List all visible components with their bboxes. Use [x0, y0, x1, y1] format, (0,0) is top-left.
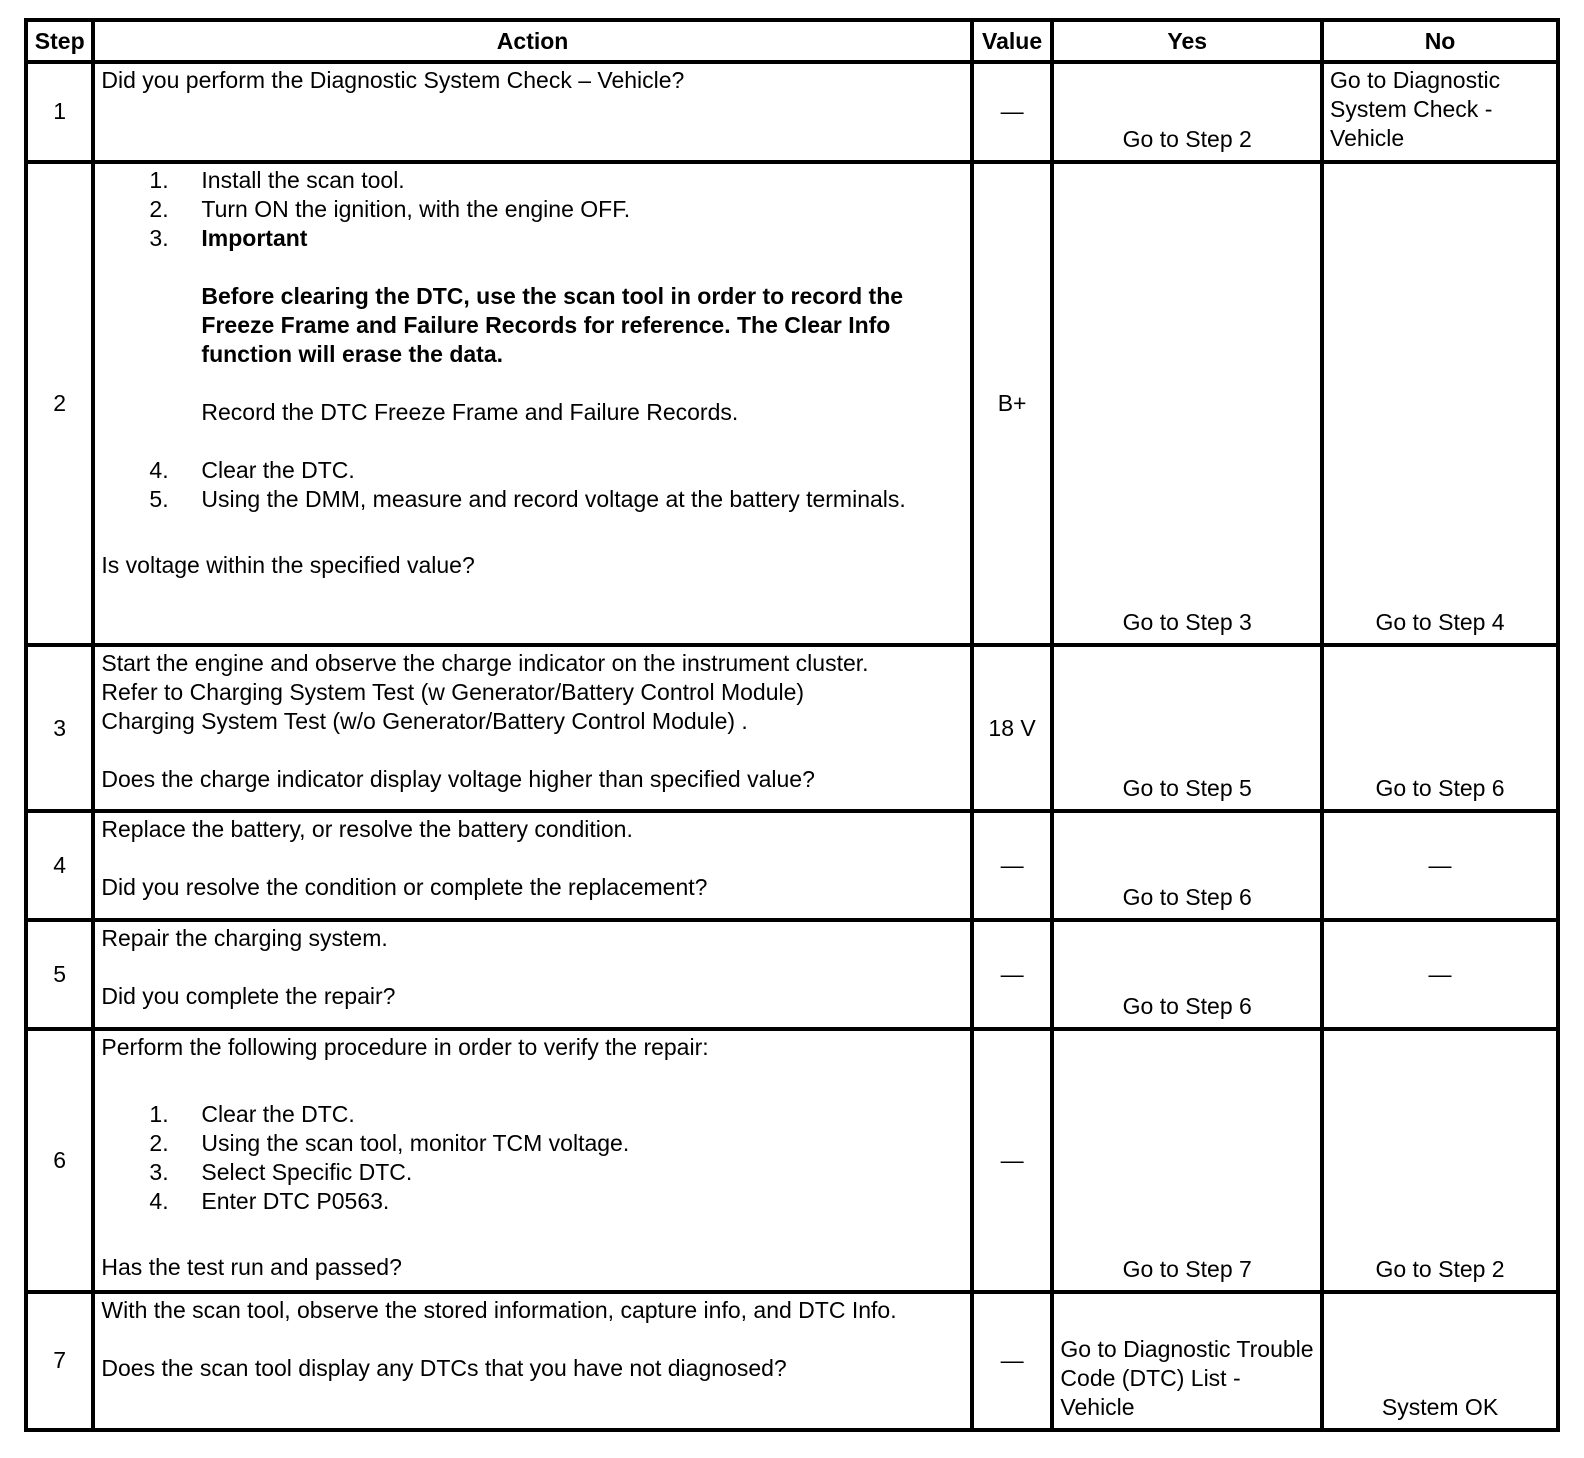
- step-number: 3: [26, 645, 93, 811]
- action-question: Did you resolve the condition or complete the replacement?: [101, 874, 708, 901]
- list-text: Clear the DTC.: [201, 456, 355, 483]
- list-number: 1.: [149, 1101, 169, 1128]
- table-row: [26, 162, 1558, 646]
- no-cell: Go to Diagnostic System Check - Vehicle: [1322, 62, 1558, 162]
- list-number: 2.: [149, 1130, 169, 1157]
- procedure-list: [101, 1100, 963, 1216]
- list-item: [101, 456, 963, 485]
- action-question: Is voltage within the specified value?: [101, 551, 475, 578]
- list-text: Select Specific DTC.: [201, 1159, 413, 1186]
- action-cell: [93, 1029, 971, 1292]
- yes-cell: Go to Step 7: [1052, 1029, 1322, 1292]
- list-number: 5.: [149, 485, 169, 512]
- list-item: [101, 195, 963, 224]
- header-value: Value: [972, 20, 1053, 62]
- list-number: 3.: [149, 224, 169, 251]
- record-text: Record the DTC Freeze Frame and Failure Records.: [201, 398, 739, 425]
- yes-cell: Go to Diagnostic Trouble Code (DTC) List - Vehicle: [1052, 1292, 1322, 1430]
- action-text: Refer to Charging System Test (w Generator/Battery Control Module): [101, 679, 805, 706]
- no-cell: Go to Step 2: [1322, 1029, 1558, 1292]
- action-text: Repair the charging system.: [101, 925, 388, 952]
- list-number: 4.: [149, 1188, 169, 1215]
- header-step: Step: [26, 20, 93, 62]
- step-number: 1: [26, 62, 93, 162]
- list-text: Enter DTC P0563.: [201, 1188, 390, 1215]
- table-row: [26, 920, 1558, 1029]
- no-cell: Go to Step 6: [1322, 645, 1558, 811]
- action-question: Does the scan tool display any DTCs that you have not diagnosed?: [101, 1354, 787, 1381]
- action-text: Charging System Test (w/o Generator/Battery Control Module) .: [101, 708, 748, 735]
- action-question: Does the charge indicator display voltage higher than specified value?: [101, 766, 815, 793]
- list-text: Using the DMM, measure and record voltage at the battery terminals.: [201, 485, 906, 512]
- no-cell: Go to Step 4: [1322, 162, 1558, 646]
- action-text: Perform the following procedure in order to verify the repair:: [101, 1034, 709, 1061]
- list-number: 1.: [149, 166, 169, 193]
- list-item: [101, 1100, 963, 1129]
- action-text: With the scan tool, observe the stored information, capture info, and DTC Info.: [101, 1296, 897, 1323]
- procedure-list: [101, 166, 963, 514]
- action-cell: [93, 1292, 971, 1430]
- step-number: 6: [26, 1029, 93, 1292]
- value-cell: B+: [972, 162, 1053, 646]
- list-item: [101, 1158, 963, 1187]
- list-number: 3.: [149, 1159, 169, 1186]
- value-cell: —: [972, 62, 1053, 162]
- list-item: [101, 224, 963, 456]
- table-row: [26, 645, 1558, 811]
- value-cell: —: [972, 920, 1053, 1029]
- value-cell: 18 V: [972, 645, 1053, 811]
- important-text: Before clearing the DTC, use the scan tool in order to record the Freeze Frame and Failure Records for reference. The Clear Info function will erase the data.: [201, 282, 904, 367]
- header-row: [26, 20, 1558, 62]
- yes-cell: Go to Step 6: [1052, 811, 1322, 920]
- list-item: [101, 485, 963, 514]
- step-number: 5: [26, 920, 93, 1029]
- action-text: Start the engine and observe the charge indicator on the instrument cluster.: [101, 650, 869, 677]
- table-row: [26, 1029, 1558, 1292]
- list-text: Turn ON the ignition, with the engine OFF.: [201, 195, 631, 222]
- list-number: 2.: [149, 195, 169, 222]
- step-number: 4: [26, 811, 93, 920]
- action-cell: [93, 811, 971, 920]
- list-item: [101, 166, 963, 195]
- action-cell: [93, 62, 971, 162]
- no-cell: —: [1322, 920, 1558, 1029]
- action-text: Replace the battery, or resolve the battery condition.: [101, 816, 633, 843]
- step-number: 7: [26, 1292, 93, 1430]
- list-number: 4.: [149, 456, 169, 483]
- value-cell: —: [972, 1292, 1053, 1430]
- list-item: [101, 1187, 963, 1216]
- list-text: Clear the DTC.: [201, 1101, 355, 1128]
- yes-cell: Go to Step 5: [1052, 645, 1322, 811]
- action-question: Did you complete the repair?: [101, 983, 396, 1010]
- table-row: [26, 811, 1558, 920]
- action-question: Has the test run and passed?: [101, 1254, 402, 1281]
- header-action: Action: [93, 20, 971, 62]
- value-cell: —: [972, 811, 1053, 920]
- header-no: No: [1322, 20, 1558, 62]
- yes-cell: Go to Step 3: [1052, 162, 1322, 646]
- action-cell: [93, 162, 971, 646]
- list-text: Using the scan tool, monitor TCM voltage.: [201, 1130, 630, 1157]
- table-row: [26, 1292, 1558, 1430]
- yes-cell: Go to Step 6: [1052, 920, 1322, 1029]
- table-row: [26, 62, 1558, 162]
- value-cell: —: [972, 1029, 1053, 1292]
- important-label: Important: [201, 224, 308, 251]
- action-question: Did you perform the Diagnostic System Check – Vehicle?: [101, 67, 685, 93]
- header-yes: Yes: [1052, 20, 1322, 62]
- list-item: [101, 1129, 963, 1158]
- action-cell: [93, 920, 971, 1029]
- step-number: 2: [26, 162, 93, 646]
- action-cell: [93, 645, 971, 811]
- diagnostic-table: [24, 18, 1560, 1432]
- yes-cell: Go to Step 2: [1052, 62, 1322, 162]
- no-cell: System OK: [1322, 1292, 1558, 1430]
- list-text: Install the scan tool.: [201, 166, 405, 193]
- no-cell: —: [1322, 811, 1558, 920]
